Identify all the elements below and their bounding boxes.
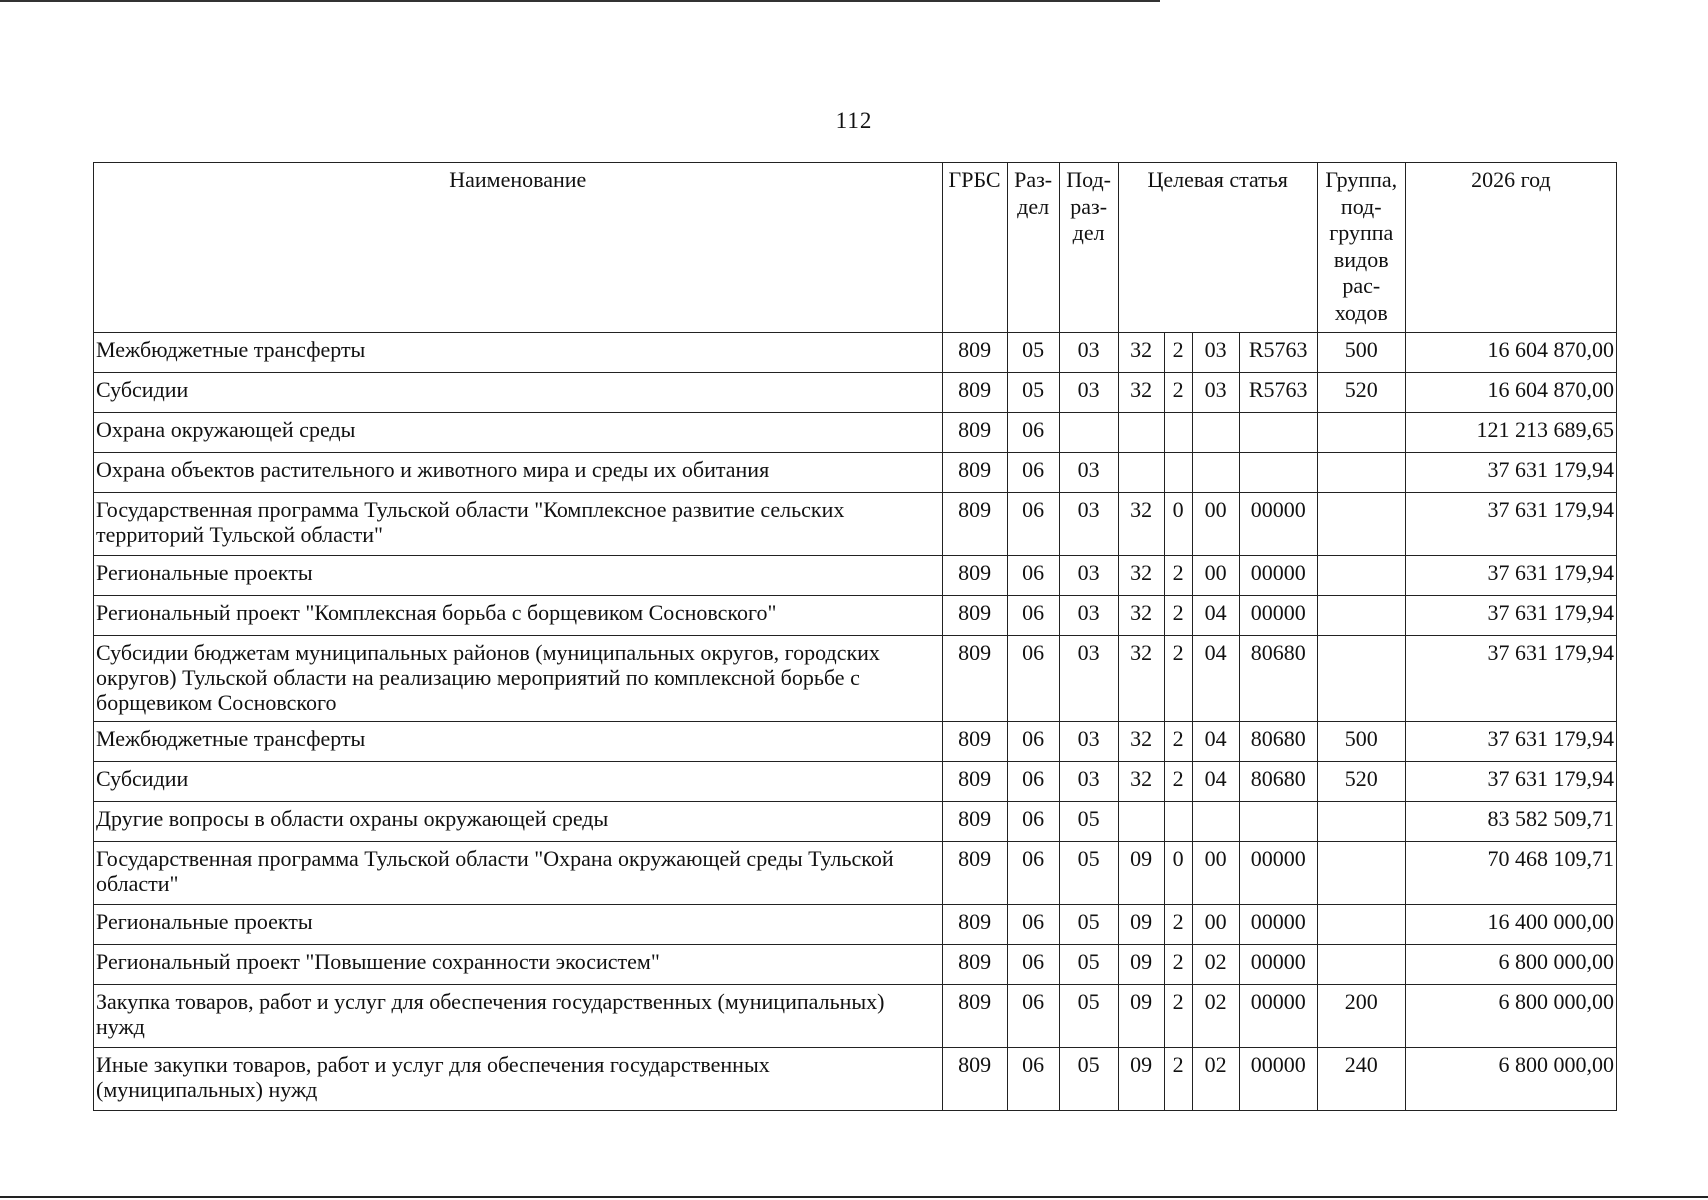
expense-group-code (1317, 596, 1405, 636)
target-type-code: 2 (1164, 636, 1192, 722)
grbs-code: 809 (942, 596, 1007, 636)
table-row (94, 945, 1617, 985)
amount-2026: 70 468 109,71 (1405, 842, 1616, 905)
grbs-code: 809 (942, 762, 1007, 802)
target-program-code: 09 (1118, 905, 1164, 945)
table-row (94, 636, 1617, 722)
target-direction-code: 00000 (1239, 905, 1317, 945)
row-name: Региональные проекты (94, 905, 943, 945)
amount-2026: 83 582 509,71 (1405, 802, 1616, 842)
header-year: 2026 год (1405, 163, 1616, 333)
target-type-code (1164, 453, 1192, 493)
table-row (94, 453, 1617, 493)
expense-group-code (1317, 636, 1405, 722)
row-name: Субсидии бюджетам муниципальных районов (муниципальных округов, городских округов) Тульской области на реализацию мероприятий по комплексной борьбе с борщевиком Сосновского (94, 636, 943, 722)
razdel-code: 06 (1007, 945, 1059, 985)
podrazdel-code: 03 (1059, 762, 1118, 802)
header-name: Наименование (94, 163, 943, 333)
header-expense-group: Группа, под- группа видов рас- ходов (1317, 163, 1405, 333)
razdel-code: 06 (1007, 556, 1059, 596)
header-razdel: Раз- дел (1007, 163, 1059, 333)
target-direction-code: 00000 (1239, 842, 1317, 905)
expense-group-code: 240 (1317, 1048, 1405, 1111)
razdel-code: 06 (1007, 636, 1059, 722)
table-row (94, 905, 1617, 945)
podrazdel-code: 03 (1059, 636, 1118, 722)
razdel-code: 06 (1007, 1048, 1059, 1111)
amount-2026: 121 213 689,65 (1405, 413, 1616, 453)
expense-group-code: 500 (1317, 722, 1405, 762)
amount-2026: 6 800 000,00 (1405, 945, 1616, 985)
table-row (94, 373, 1617, 413)
razdel-code: 06 (1007, 905, 1059, 945)
target-program-code: 32 (1118, 373, 1164, 413)
target-type-code: 2 (1164, 945, 1192, 985)
grbs-code: 809 (942, 802, 1007, 842)
razdel-code: 06 (1007, 802, 1059, 842)
razdel-code: 06 (1007, 762, 1059, 802)
razdel-code: 06 (1007, 493, 1059, 556)
target-program-code: 09 (1118, 945, 1164, 985)
row-name: Субсидии (94, 373, 943, 413)
grbs-code: 809 (942, 373, 1007, 413)
target-type-code: 2 (1164, 905, 1192, 945)
target-program-code: 32 (1118, 493, 1164, 556)
podrazdel-code: 05 (1059, 842, 1118, 905)
amount-2026: 6 800 000,00 (1405, 1048, 1616, 1111)
expense-group-code (1317, 556, 1405, 596)
table-body (94, 333, 1617, 1111)
scan-edge-bottom (0, 1196, 1708, 1198)
grbs-code: 809 (942, 333, 1007, 373)
target-program-code (1118, 413, 1164, 453)
target-direction-code (1239, 453, 1317, 493)
podrazdel-code: 05 (1059, 802, 1118, 842)
target-program-code: 09 (1118, 1048, 1164, 1111)
target-subprogram-code: 00 (1192, 842, 1239, 905)
razdel-code: 06 (1007, 596, 1059, 636)
table-row (94, 413, 1617, 453)
grbs-code: 809 (942, 842, 1007, 905)
target-direction-code: R5763 (1239, 373, 1317, 413)
target-subprogram-code: 04 (1192, 722, 1239, 762)
page-number: 112 (835, 108, 873, 133)
amount-2026: 16 400 000,00 (1405, 905, 1616, 945)
table-row (94, 1048, 1617, 1111)
grbs-code: 809 (942, 556, 1007, 596)
target-type-code: 0 (1164, 842, 1192, 905)
target-type-code: 2 (1164, 333, 1192, 373)
target-program-code: 32 (1118, 722, 1164, 762)
grbs-code: 809 (942, 453, 1007, 493)
target-subprogram-code: 02 (1192, 945, 1239, 985)
razdel-code: 06 (1007, 985, 1059, 1048)
podrazdel-code: 03 (1059, 596, 1118, 636)
expense-group-code: 200 (1317, 985, 1405, 1048)
grbs-code: 809 (942, 493, 1007, 556)
expense-group-code (1317, 905, 1405, 945)
target-type-code (1164, 802, 1192, 842)
podrazdel-code: 03 (1059, 373, 1118, 413)
table-row (94, 802, 1617, 842)
amount-2026: 37 631 179,94 (1405, 636, 1616, 722)
grbs-code: 809 (942, 722, 1007, 762)
target-subprogram-code: 02 (1192, 985, 1239, 1048)
razdel-code: 06 (1007, 722, 1059, 762)
expense-group-code (1317, 842, 1405, 905)
podrazdel-code: 03 (1059, 493, 1118, 556)
expense-group-code: 520 (1317, 762, 1405, 802)
row-name: Межбюджетные трансферты (94, 722, 943, 762)
table-header (94, 163, 1617, 333)
row-name: Иные закупки товаров, работ и услуг для обеспечения государственных (муниципальных) нужд (94, 1048, 943, 1111)
header-grbs: ГРБС (942, 163, 1007, 333)
grbs-code: 809 (942, 985, 1007, 1048)
target-subprogram-code: 00 (1192, 905, 1239, 945)
target-type-code: 2 (1164, 762, 1192, 802)
target-type-code: 2 (1164, 596, 1192, 636)
target-type-code: 2 (1164, 373, 1192, 413)
target-type-code: 2 (1164, 556, 1192, 596)
amount-2026: 6 800 000,00 (1405, 985, 1616, 1048)
table-row (94, 842, 1617, 905)
target-program-code: 32 (1118, 636, 1164, 722)
amount-2026: 16 604 870,00 (1405, 373, 1616, 413)
target-subprogram-code: 04 (1192, 596, 1239, 636)
podrazdel-code: 03 (1059, 556, 1118, 596)
grbs-code: 809 (942, 413, 1007, 453)
expense-group-code: 520 (1317, 373, 1405, 413)
podrazdel-code: 03 (1059, 333, 1118, 373)
target-program-code (1118, 802, 1164, 842)
target-subprogram-code: 03 (1192, 373, 1239, 413)
target-subprogram-code: 00 (1192, 493, 1239, 556)
target-subprogram-code: 04 (1192, 636, 1239, 722)
target-subprogram-code (1192, 802, 1239, 842)
grbs-code: 809 (942, 945, 1007, 985)
table-row (94, 596, 1617, 636)
table-row (94, 333, 1617, 373)
row-name: Закупка товаров, работ и услуг для обеспечения государственных (муниципальных) нужд (94, 985, 943, 1048)
row-name: Межбюджетные трансферты (94, 333, 943, 373)
target-program-code (1118, 453, 1164, 493)
grbs-code: 809 (942, 636, 1007, 722)
podrazdel-code: 03 (1059, 722, 1118, 762)
grbs-code: 809 (942, 905, 1007, 945)
amount-2026: 37 631 179,94 (1405, 556, 1616, 596)
row-name: Субсидии (94, 762, 943, 802)
target-program-code: 32 (1118, 556, 1164, 596)
amount-2026: 37 631 179,94 (1405, 453, 1616, 493)
target-type-code (1164, 413, 1192, 453)
expense-group-code (1317, 453, 1405, 493)
table-row (94, 556, 1617, 596)
amount-2026: 37 631 179,94 (1405, 493, 1616, 556)
podrazdel-code: 05 (1059, 985, 1118, 1048)
razdel-code: 06 (1007, 413, 1059, 453)
podrazdel-code (1059, 413, 1118, 453)
podrazdel-code: 03 (1059, 453, 1118, 493)
amount-2026: 37 631 179,94 (1405, 762, 1616, 802)
podrazdel-code: 05 (1059, 1048, 1118, 1111)
budget-table (93, 162, 1617, 1111)
expense-group-code: 500 (1317, 333, 1405, 373)
target-direction-code (1239, 802, 1317, 842)
grbs-code: 809 (942, 1048, 1007, 1111)
table-row (94, 722, 1617, 762)
row-name: Региональный проект "Повышение сохранности экосистем" (94, 945, 943, 985)
target-subprogram-code (1192, 453, 1239, 493)
expense-group-code (1317, 413, 1405, 453)
razdel-code: 05 (1007, 373, 1059, 413)
target-direction-code: 00000 (1239, 556, 1317, 596)
target-direction-code: R5763 (1239, 333, 1317, 373)
podrazdel-code: 05 (1059, 945, 1118, 985)
row-name: Другие вопросы в области охраны окружающей среды (94, 802, 943, 842)
scan-edge-top (0, 0, 1160, 2)
amount-2026: 16 604 870,00 (1405, 333, 1616, 373)
razdel-code: 06 (1007, 453, 1059, 493)
amount-2026: 37 631 179,94 (1405, 722, 1616, 762)
amount-2026: 37 631 179,94 (1405, 596, 1616, 636)
row-name: Региональные проекты (94, 556, 943, 596)
razdel-code: 05 (1007, 333, 1059, 373)
row-name: Охрана объектов растительного и животного мира и среды их обитания (94, 453, 943, 493)
row-name: Государственная программа Тульской области "Комплексное развитие сельских территорий Тульской области" (94, 493, 943, 556)
target-direction-code: 00000 (1239, 1048, 1317, 1111)
expense-group-code (1317, 802, 1405, 842)
target-type-code: 2 (1164, 1048, 1192, 1111)
target-program-code: 09 (1118, 842, 1164, 905)
target-type-code: 0 (1164, 493, 1192, 556)
target-direction-code: 80680 (1239, 636, 1317, 722)
target-type-code: 2 (1164, 722, 1192, 762)
table-row (94, 762, 1617, 802)
target-subprogram-code (1192, 413, 1239, 453)
target-direction-code: 00000 (1239, 985, 1317, 1048)
expense-group-code (1317, 493, 1405, 556)
target-direction-code: 80680 (1239, 722, 1317, 762)
expense-group-code (1317, 945, 1405, 985)
target-type-code: 2 (1164, 985, 1192, 1048)
podrazdel-code: 05 (1059, 905, 1118, 945)
target-program-code: 32 (1118, 333, 1164, 373)
target-subprogram-code: 03 (1192, 333, 1239, 373)
row-name: Охрана окружающей среды (94, 413, 943, 453)
target-program-code: 32 (1118, 596, 1164, 636)
header-target-article: Целевая статья (1118, 163, 1317, 333)
target-subprogram-code: 02 (1192, 1048, 1239, 1111)
row-name: Государственная программа Тульской области "Охрана окружающей среды Тульской области" (94, 842, 943, 905)
target-direction-code: 00000 (1239, 596, 1317, 636)
target-program-code: 09 (1118, 985, 1164, 1048)
target-direction-code (1239, 413, 1317, 453)
target-direction-code: 00000 (1239, 493, 1317, 556)
target-subprogram-code: 04 (1192, 762, 1239, 802)
table-row (94, 493, 1617, 556)
header-podrazdel: Под- раз- дел (1059, 163, 1118, 333)
table-row (94, 985, 1617, 1048)
target-program-code: 32 (1118, 762, 1164, 802)
target-direction-code: 80680 (1239, 762, 1317, 802)
target-direction-code: 00000 (1239, 945, 1317, 985)
razdel-code: 06 (1007, 842, 1059, 905)
target-subprogram-code: 00 (1192, 556, 1239, 596)
row-name: Региональный проект "Комплексная борьба с борщевиком Сосновского" (94, 596, 943, 636)
